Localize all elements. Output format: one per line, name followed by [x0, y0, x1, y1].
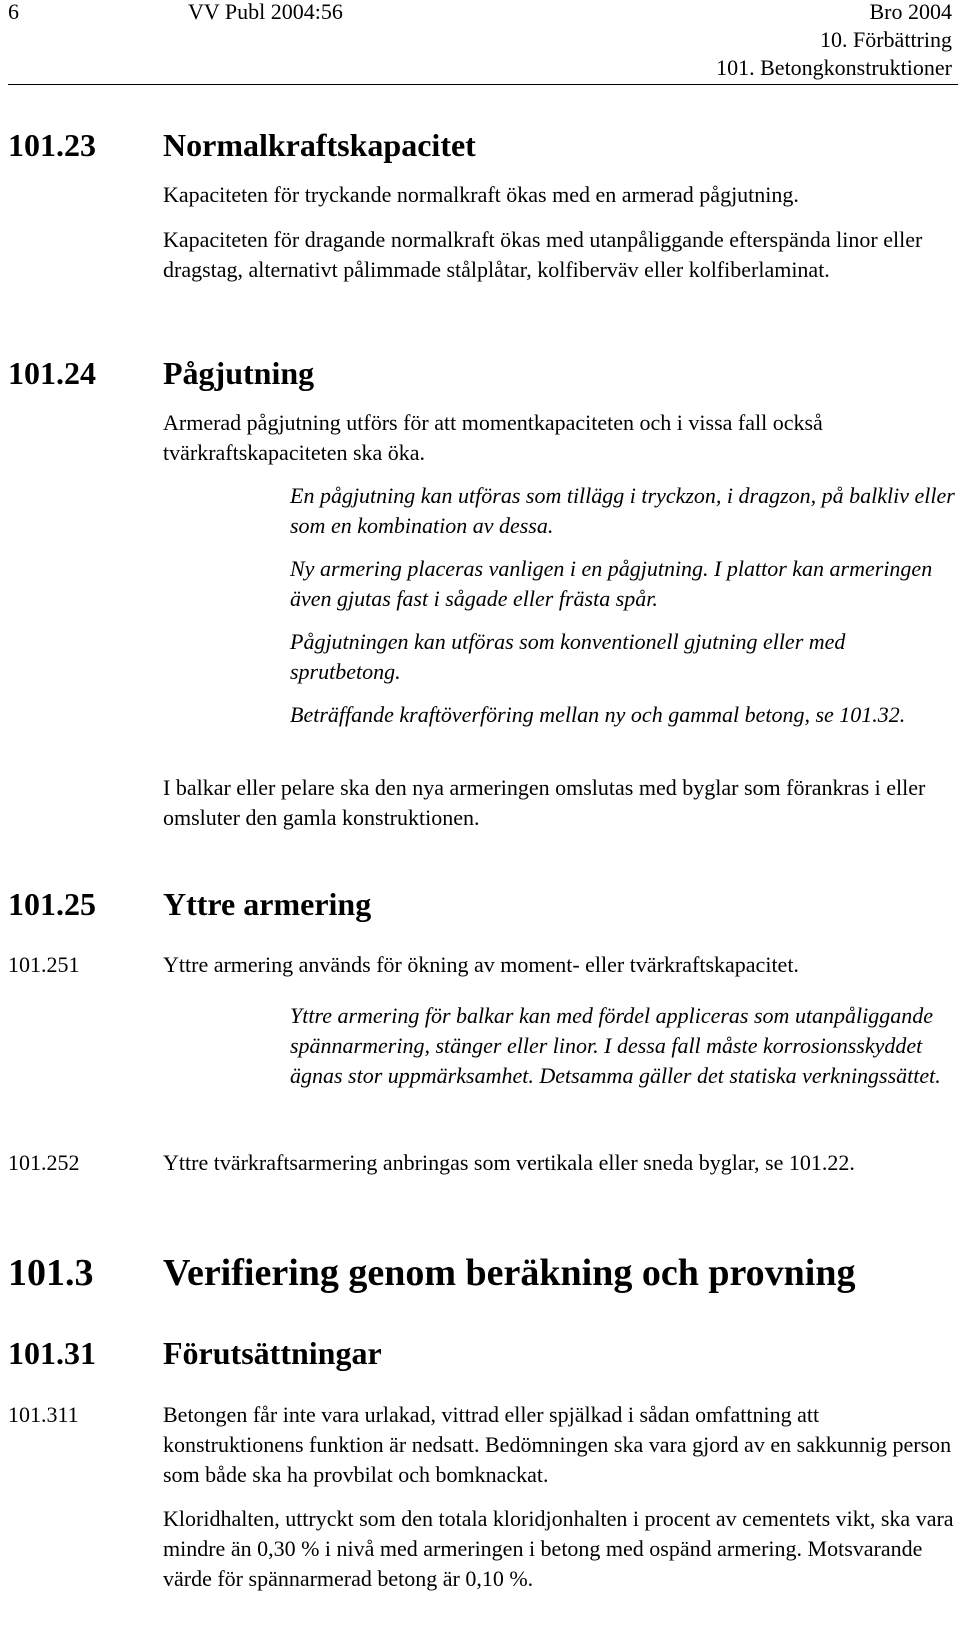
note-paragraph: En pågjutning kan utföras som tillägg i tryckzon, i dragzon, på balkliv eller som en kombination av dessa.	[290, 483, 955, 538]
section-heading: Yttre armering	[163, 886, 372, 922]
paragraph: Yttre armering används för ökning av moment- eller tvärkraftskapacitet.	[163, 952, 799, 977]
section-number: 101.31	[8, 1335, 96, 1371]
section-number: 101.25	[8, 886, 96, 922]
publication-id: VV Publ 2004:56	[188, 0, 343, 24]
chapter-section-heading: Verifiering genom beräkning och provning	[163, 1252, 856, 1294]
subsection-number: 101.251	[8, 952, 80, 977]
section-title: 101. Betongkonstruktioner	[716, 55, 952, 80]
section-heading: Normalkraftskapacitet	[163, 127, 476, 163]
section-number: 101.24	[8, 355, 96, 391]
series-title: Bro 2004	[869, 0, 952, 24]
header-rule	[8, 84, 958, 85]
paragraph: Kapaciteten för dragande normalkraft ökas med utanpåliggande efterspända linor eller dragstag, alternativt pålimmade stålplåtar, kolfiberväv eller kolfiberlaminat.	[163, 227, 923, 282]
subsection-number: 101.252	[8, 1150, 80, 1175]
section-heading: Pågjutning	[163, 355, 315, 391]
note-paragraph: Yttre armering för balkar kan med fördel appliceras som utanpåliggande spännarmering, stänger eller linor. I dessa fall måste korrosionsskyddet ägnas stor uppmärksamhet. Detsamma gäller det statiska verkningssättet.	[290, 1003, 941, 1088]
chapter-section-number: 101.3	[8, 1252, 94, 1294]
paragraph: Betongen får inte vara urlakad, vittrad eller spjälkad i sådan omfattning att konstruktionens funktion är nedsatt. Bedömningen ska vara gjord av en sakkunnig person som både ska ha provbilat och bomknackat.	[163, 1402, 952, 1487]
subsection-number: 101.311	[8, 1402, 79, 1427]
paragraph: Kloridhalten, uttryckt som den totala kloridjonhalten i procent av cementets vikt, ska vara mindre än 0,30 % i nivå med armeringen i betong med ospänd armering. Motsvarande värde för spännarmerad betong är 0,10 %.	[163, 1506, 954, 1591]
section-number: 101.23	[8, 127, 96, 163]
note-paragraph: Pågjutningen kan utföras som konventionell gjutning eller med sprutbetong.	[290, 629, 846, 684]
paragraph: Armerad pågjutning utförs för att momentkapaciteten och i vissa fall också tvärkraftskapaciteten ska öka.	[163, 410, 823, 465]
section-heading: Förutsättningar	[163, 1335, 382, 1371]
chapter-title: 10. Förbättring	[820, 27, 952, 52]
note-paragraph: Beträffande kraftöverföring mellan ny och gammal betong, se 101.32.	[290, 702, 906, 727]
note-paragraph: Ny armering placeras vanligen i en pågjutning. I plattor kan armeringen även gjutas fast i sågade eller frästa spår.	[290, 556, 933, 611]
page-number: 6	[8, 0, 19, 24]
paragraph: I balkar eller pelare ska den nya armeringen omslutas med byglar som förankras i eller omsluter den gamla konstruktionen.	[163, 775, 926, 830]
paragraph: Kapaciteten för tryckande normalkraft ökas med en armerad pågjutning.	[163, 182, 799, 207]
paragraph: Yttre tvärkraftsarmering anbringas som vertikala eller sneda byglar, se 101.22.	[163, 1150, 855, 1175]
